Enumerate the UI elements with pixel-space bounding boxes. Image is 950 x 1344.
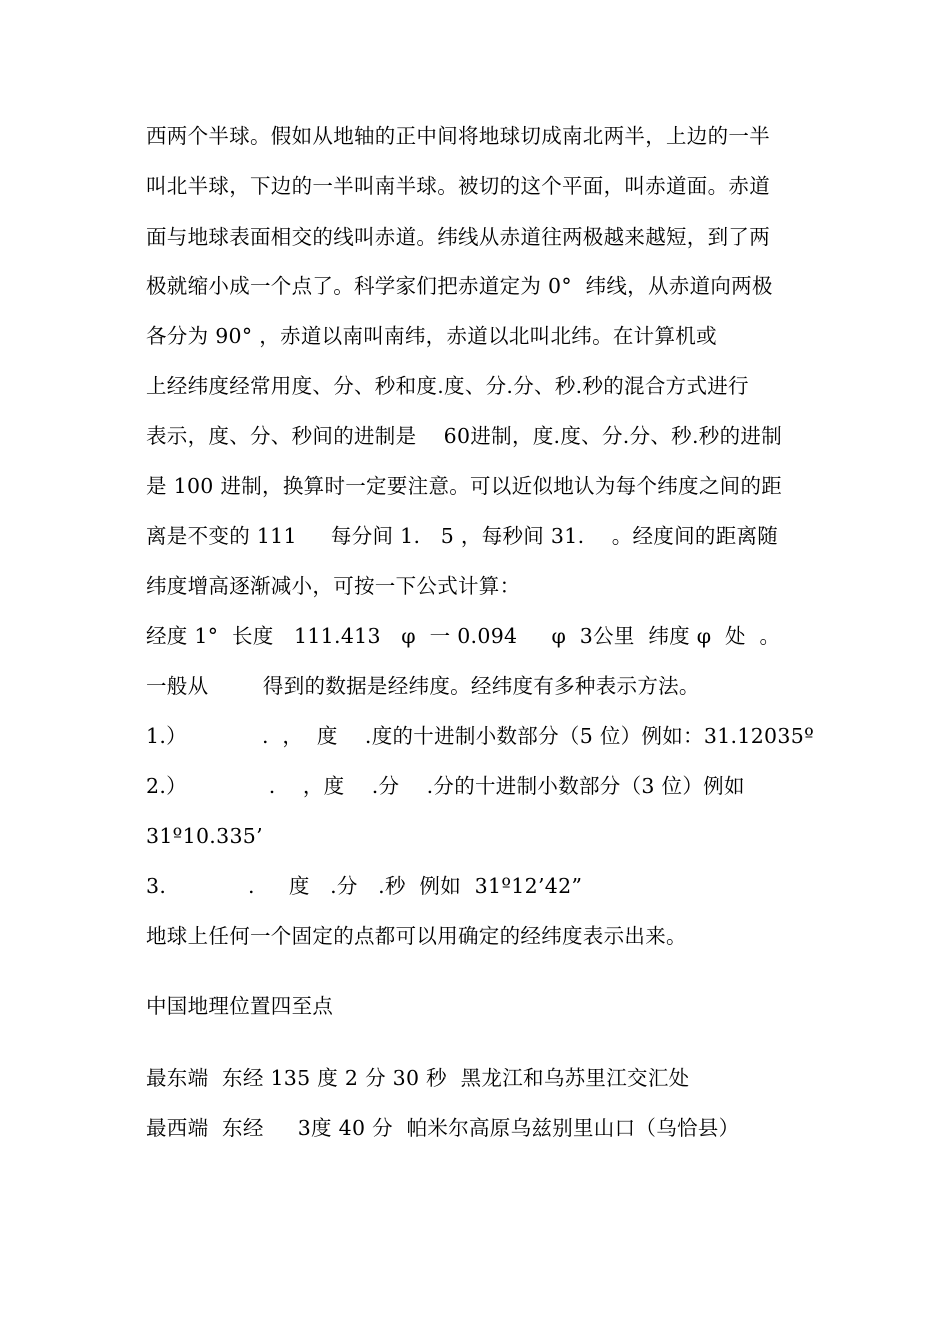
list-item: 1.） . ， 度 .度的十进制小数部分（5 位）例如：31.12035º xyxy=(146,724,815,748)
section-heading: 中国地理位置四至点 xyxy=(146,994,334,1018)
text-line: 面与地球表面相交的线叫赤道。纬线从赤道往两极越来越短，到了两 xyxy=(146,225,770,249)
text-line: 上经纬度经常用度、分、秒和度.度、分.分、秒.秒的混合方式进行 xyxy=(146,374,749,398)
list-item: 3. . 度 .分 .秒 例如 31º12’42” xyxy=(146,874,583,898)
text-line: 是 100 进制，换算时一定要注意。可以近似地认为每个纬度之间的距 xyxy=(146,474,783,498)
text-line: 纬度增高逐渐减小，可按一下公式计算： xyxy=(146,574,521,598)
formula-line: 经度 1° 长度 111.413 φ 一 0.094 φ 3公里 纬度 φ 处 。 xyxy=(146,624,781,648)
text-line: 西两个半球。假如从地轴的正中间将地球切成南北两半，上边的一半 xyxy=(146,124,770,148)
text-line: 表示，度、分、秒间的进制是 60进制，度.度、分.分、秒.秒的进制 xyxy=(146,424,782,448)
text-line: 各分为 90° ，赤道以南叫南纬，赤道以北叫北纬。在计算机或 xyxy=(146,324,717,348)
list-item-continuation: 31º10.335’ xyxy=(146,824,263,848)
text-line: 最西端 东经 3度 40 分 帕米尔高原乌兹别里山口（乌恰县） xyxy=(146,1116,740,1140)
list-item: 2.） . ，度 .分 .分的十进制小数部分（3 位）例如 xyxy=(146,774,745,798)
text-line: 极就缩小成一个点了。科学家们把赤道定为 0° 纬线，从赤道向两极 xyxy=(146,274,773,298)
text-line: 地球上任何一个固定的点都可以用确定的经纬度表示出来。 xyxy=(146,924,687,948)
text-line: 最东端 东经 135 度 2 分 30 秒 黑龙江和乌苏里江交汇处 xyxy=(146,1066,690,1090)
text-line: 离是不变的 111 每分间 1. 5 ，每秒间 31. 。经度间的距离随 xyxy=(146,524,779,548)
text-line: 一般从 得到的数据是经纬度。经纬度有多种表示方法。 xyxy=(146,674,700,698)
text-line: 叫北半球，下边的一半叫南半球。被切的这个平面，叫赤道面。赤道 xyxy=(146,174,770,198)
